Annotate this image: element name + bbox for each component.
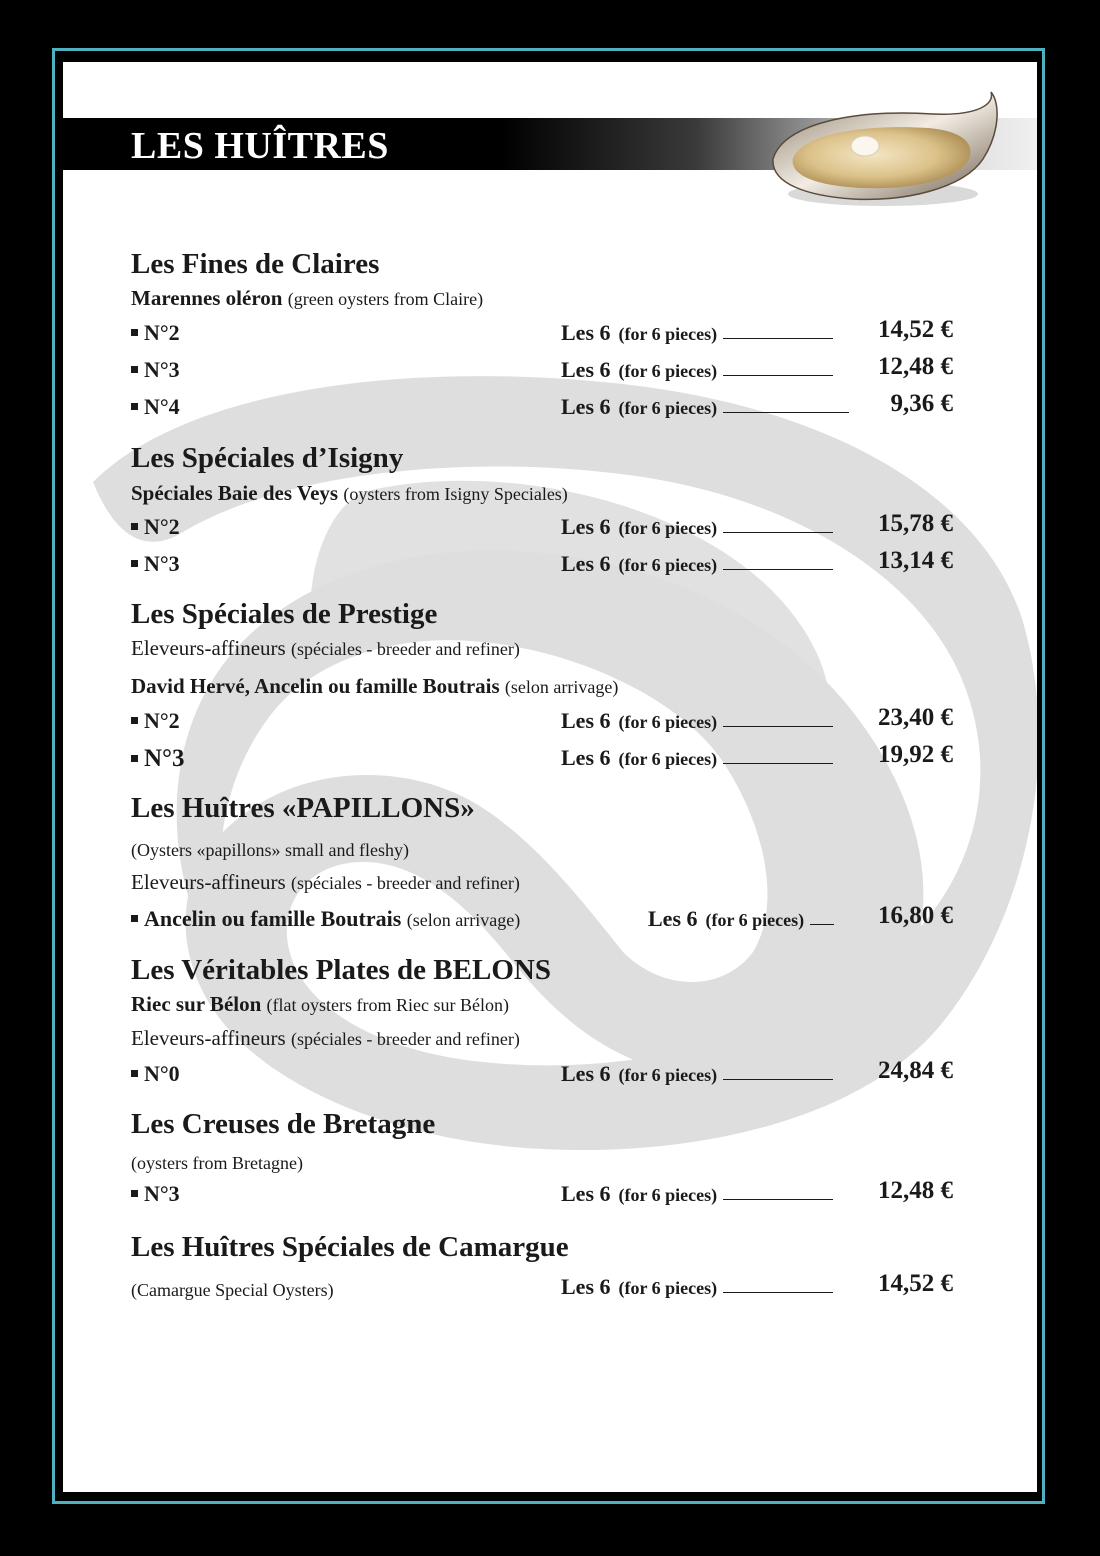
item-price: 16,80 € (878, 902, 953, 929)
section-subtitle (131, 837, 409, 862)
bullet-icon (131, 1070, 138, 1077)
leader-line (723, 1078, 833, 1080)
subtitle-main: Eleveurs-affineurs (131, 1026, 286, 1050)
quantity-label (561, 394, 849, 420)
qty-text: Les 6 (561, 745, 611, 770)
section-heading: Les Huîtres «PAPILLONS» (131, 792, 475, 824)
item-label: N°2 (144, 514, 180, 539)
list-item (131, 906, 520, 932)
leader-line (723, 1291, 833, 1293)
section-subtitle (131, 1150, 303, 1175)
leader-line (723, 568, 833, 570)
item-price: 12,48 € (878, 353, 953, 380)
item-price: 13,14 € (878, 547, 953, 574)
bullet-icon (131, 755, 138, 762)
quantity-label (561, 1061, 833, 1087)
list-item (131, 320, 180, 346)
item-price: 23,40 € (878, 704, 953, 731)
item-price: 19,92 € (878, 741, 953, 768)
subtitle-note: (spéciales - breeder and refiner) (290, 639, 520, 659)
subtitle-note: (flat oysters from Riec sur Bélon) (266, 995, 509, 1015)
item-label: N°3 (144, 551, 180, 576)
section-subtitle (131, 1026, 520, 1051)
subtitle-note: (spéciales - breeder and refiner) (290, 1029, 520, 1049)
quantity-label (648, 906, 834, 932)
item-label: N°2 (144, 320, 180, 345)
list-item (131, 357, 180, 383)
subtitle-note: (green oysters from Claire) (287, 289, 484, 309)
subtitle-note: (selon arrivage) (504, 677, 619, 697)
subtitle-note: (Camargue Special Oysters) (131, 1280, 334, 1300)
section-subtitle (131, 992, 509, 1017)
leader-line (723, 725, 833, 727)
qty-text: Les 6 (561, 1274, 611, 1299)
item-label: Ancelin ou famille Boutrais (144, 906, 402, 931)
list-item (131, 514, 180, 540)
quantity-label (561, 745, 833, 771)
subtitle-note: (spéciales - breeder and refiner) (290, 873, 520, 893)
section-subtitle (131, 481, 568, 506)
qty-note: (for 6 pieces) (618, 1185, 718, 1205)
qty-text: Les 6 (561, 1181, 611, 1206)
qty-note: (for 6 pieces) (618, 398, 718, 418)
quantity-label (561, 551, 833, 577)
item-price: 15,78 € (878, 510, 953, 537)
subtitle-note: (oysters from Bretagne) (131, 1153, 303, 1173)
section-heading: Les Creuses de Bretagne (131, 1108, 436, 1140)
list-item (131, 394, 180, 420)
leader-line (723, 531, 833, 533)
item-price: 14,52 € (878, 316, 953, 343)
item-note: (selon arrivage) (406, 910, 521, 930)
subtitle-bold: Marennes oléron (131, 286, 283, 310)
list-item (131, 1061, 180, 1087)
section-heading: Les Fines de Claires (131, 248, 380, 280)
menu-page (63, 62, 1037, 1492)
list-item (131, 745, 185, 773)
bullet-icon (131, 366, 138, 373)
item-label: N°0 (144, 1061, 180, 1086)
subtitle-bold: Spéciales Baie des Veys (131, 481, 339, 505)
qty-text: Les 6 (561, 551, 611, 576)
item-label: N°4 (144, 394, 180, 419)
qty-text: Les 6 (648, 906, 698, 931)
item-price: 24,84 € (878, 1057, 953, 1084)
item-price: 12,48 € (878, 1177, 953, 1204)
qty-text: Les 6 (561, 320, 611, 345)
item-price: 9,36 € (890, 390, 953, 417)
qty-note: (for 6 pieces) (705, 910, 805, 930)
bullet-icon (131, 329, 138, 336)
item-price: 14,52 € (878, 1270, 953, 1297)
qty-note: (for 6 pieces) (618, 1065, 718, 1085)
section-heading: Les Spéciales de Prestige (131, 598, 438, 630)
qty-text: Les 6 (561, 514, 611, 539)
list-item (131, 551, 180, 577)
page-title: LES HUÎTRES (131, 125, 389, 167)
list-item (131, 708, 180, 734)
qty-text: Les 6 (561, 357, 611, 382)
section-subtitle (131, 870, 520, 895)
section-subtitle (131, 1277, 334, 1302)
qty-note: (for 6 pieces) (618, 361, 718, 381)
qty-text: Les 6 (561, 1061, 611, 1086)
qty-note: (for 6 pieces) (618, 324, 718, 344)
qty-note: (for 6 pieces) (618, 518, 718, 538)
bullet-icon (131, 403, 138, 410)
section-heading: Les Huîtres Spéciales de Camargue (131, 1231, 569, 1263)
subtitle-main: Eleveurs-affineurs (131, 636, 286, 660)
leader-line (723, 374, 833, 376)
quantity-label (561, 357, 833, 383)
list-item (131, 1181, 180, 1207)
section-subtitle (131, 674, 618, 699)
quantity-label (561, 514, 833, 540)
leader-line (723, 762, 833, 764)
qty-note: (for 6 pieces) (618, 555, 718, 575)
qty-note: (for 6 pieces) (618, 749, 718, 769)
quantity-label (561, 708, 833, 734)
section-heading: Les Véritables Plates de BELONS (131, 954, 551, 986)
subtitle-note: (oysters from Isigny Speciales) (343, 484, 568, 504)
qty-text: Les 6 (561, 708, 611, 733)
subtitle-bold: Riec sur Bélon (131, 992, 262, 1016)
bullet-icon (131, 1190, 138, 1197)
quantity-label (561, 1181, 833, 1207)
section-heading: Les Spéciales d’Isigny (131, 442, 404, 474)
item-label: N°3 (144, 1181, 180, 1206)
item-label: N°2 (144, 708, 180, 733)
subtitle-bold: David Hervé, Ancelin ou famille Boutrais (131, 674, 500, 698)
section-subtitle (131, 286, 483, 311)
subtitle-main: Eleveurs-affineurs (131, 870, 286, 894)
item-label: N°3 (144, 357, 180, 382)
subtitle-note: (Oysters «papillons» small and fleshy) (131, 840, 409, 860)
bullet-icon (131, 523, 138, 530)
oyster-icon (763, 84, 1003, 214)
qty-note: (for 6 pieces) (618, 712, 718, 732)
qty-text: Les 6 (561, 394, 611, 419)
leader-line (723, 1198, 833, 1200)
item-label: N°3 (144, 745, 185, 772)
bullet-icon (131, 915, 138, 922)
quantity-label (561, 320, 833, 346)
quantity-label (561, 1274, 833, 1300)
bullet-icon (131, 560, 138, 567)
qty-note: (for 6 pieces) (618, 1278, 718, 1298)
bullet-icon (131, 717, 138, 724)
leader-line (723, 337, 833, 339)
section-subtitle (131, 636, 520, 661)
